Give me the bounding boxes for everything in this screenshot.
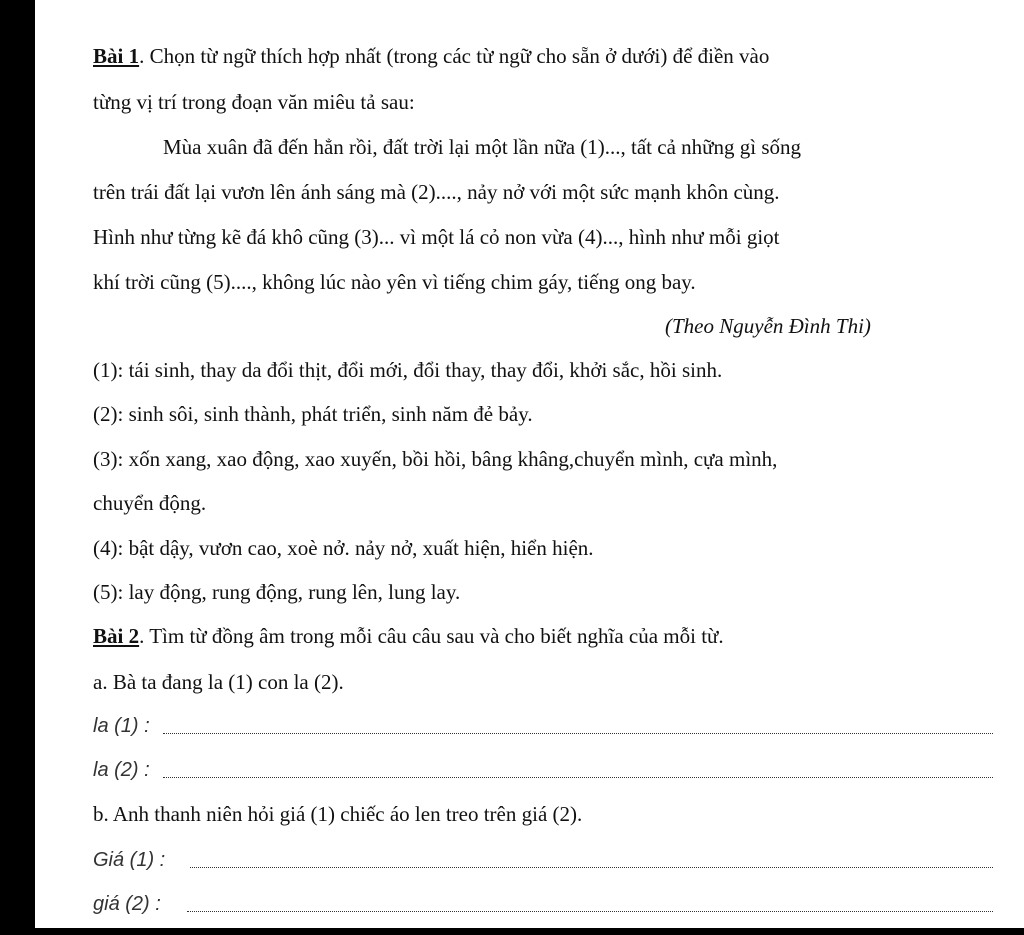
bai1-intro-text: . Chọn từ ngữ thích hợp nhất (trong các từ ngữ cho sẵn ở dưới) để điền vào — [139, 44, 770, 68]
blank-label: Giá (1) : — [93, 849, 166, 871]
answer-blank[interactable] — [163, 733, 993, 734]
option-line: (1): tái sinh, thay da đổi thịt, đổi mới, đổi thay, thay đổi, khởi sắc, hồi sinh. — [93, 358, 723, 382]
sentence-a: a. Bà ta đang la (1) con la (2). — [93, 670, 344, 694]
answer-blank[interactable] — [190, 867, 993, 868]
option-line: (3): xốn xang, xao động, xao xuyến, bồi hồi, bâng khâng,chuyển mình, cựa mình, — [93, 447, 778, 471]
bai1-intro-line1 — [93, 44, 769, 68]
passage-source: (Theo Nguyễn Đình Thi) — [665, 314, 871, 338]
passage-line: Hình như từng kẽ đá khô cũng (3)... vì một lá cỏ non vừa (4)..., hình như mỗi giọt — [93, 225, 780, 249]
sentence-b: b. Anh thanh niên hỏi giá (1) chiếc áo len treo trên giá (2). — [93, 802, 583, 826]
answer-blank[interactable] — [187, 911, 993, 912]
blank-label: la (1) : — [93, 715, 150, 737]
passage-line: khí trời cũng (5)...., không lúc nào yên vì tiếng chim gáy, tiếng ong bay. — [93, 270, 696, 294]
blank-label: la (2) : — [93, 759, 150, 781]
bai2-heading: Bài 2 — [93, 624, 140, 648]
blank-label: giá (2) : — [93, 893, 161, 915]
answer-blank[interactable] — [163, 777, 993, 778]
bai1-heading: Bài 1 — [93, 44, 140, 68]
bai2-intro-line — [93, 624, 724, 648]
option-line: chuyển động. — [93, 491, 207, 515]
bai1-intro-line2: từng vị trí trong đoạn văn miêu tả sau: — [93, 90, 415, 114]
bai2-intro-text: . Tìm từ đồng âm trong mỗi câu câu sau và cho biết nghĩa của mỗi từ. — [139, 624, 724, 648]
option-line: (4): bật dậy, vươn cao, xoè nở. nảy nở, xuất hiện, hiển hiện. — [93, 536, 594, 560]
passage-line: Mùa xuân đã đến hẳn rồi, đất trời lại một lần nữa (1)..., tất cả những gì sống — [163, 135, 802, 159]
worksheet-page — [35, 0, 1024, 928]
option-line: (2): sinh sôi, sinh thành, phát triển, sinh năm đẻ bảy. — [93, 402, 533, 426]
option-line: (5): lay động, rung động, rung lên, lung lay. — [93, 580, 461, 604]
passage-line: trên trái đất lại vươn lên ánh sáng mà (2)...., nảy nở với một sức mạnh khôn cùng. — [93, 180, 780, 204]
